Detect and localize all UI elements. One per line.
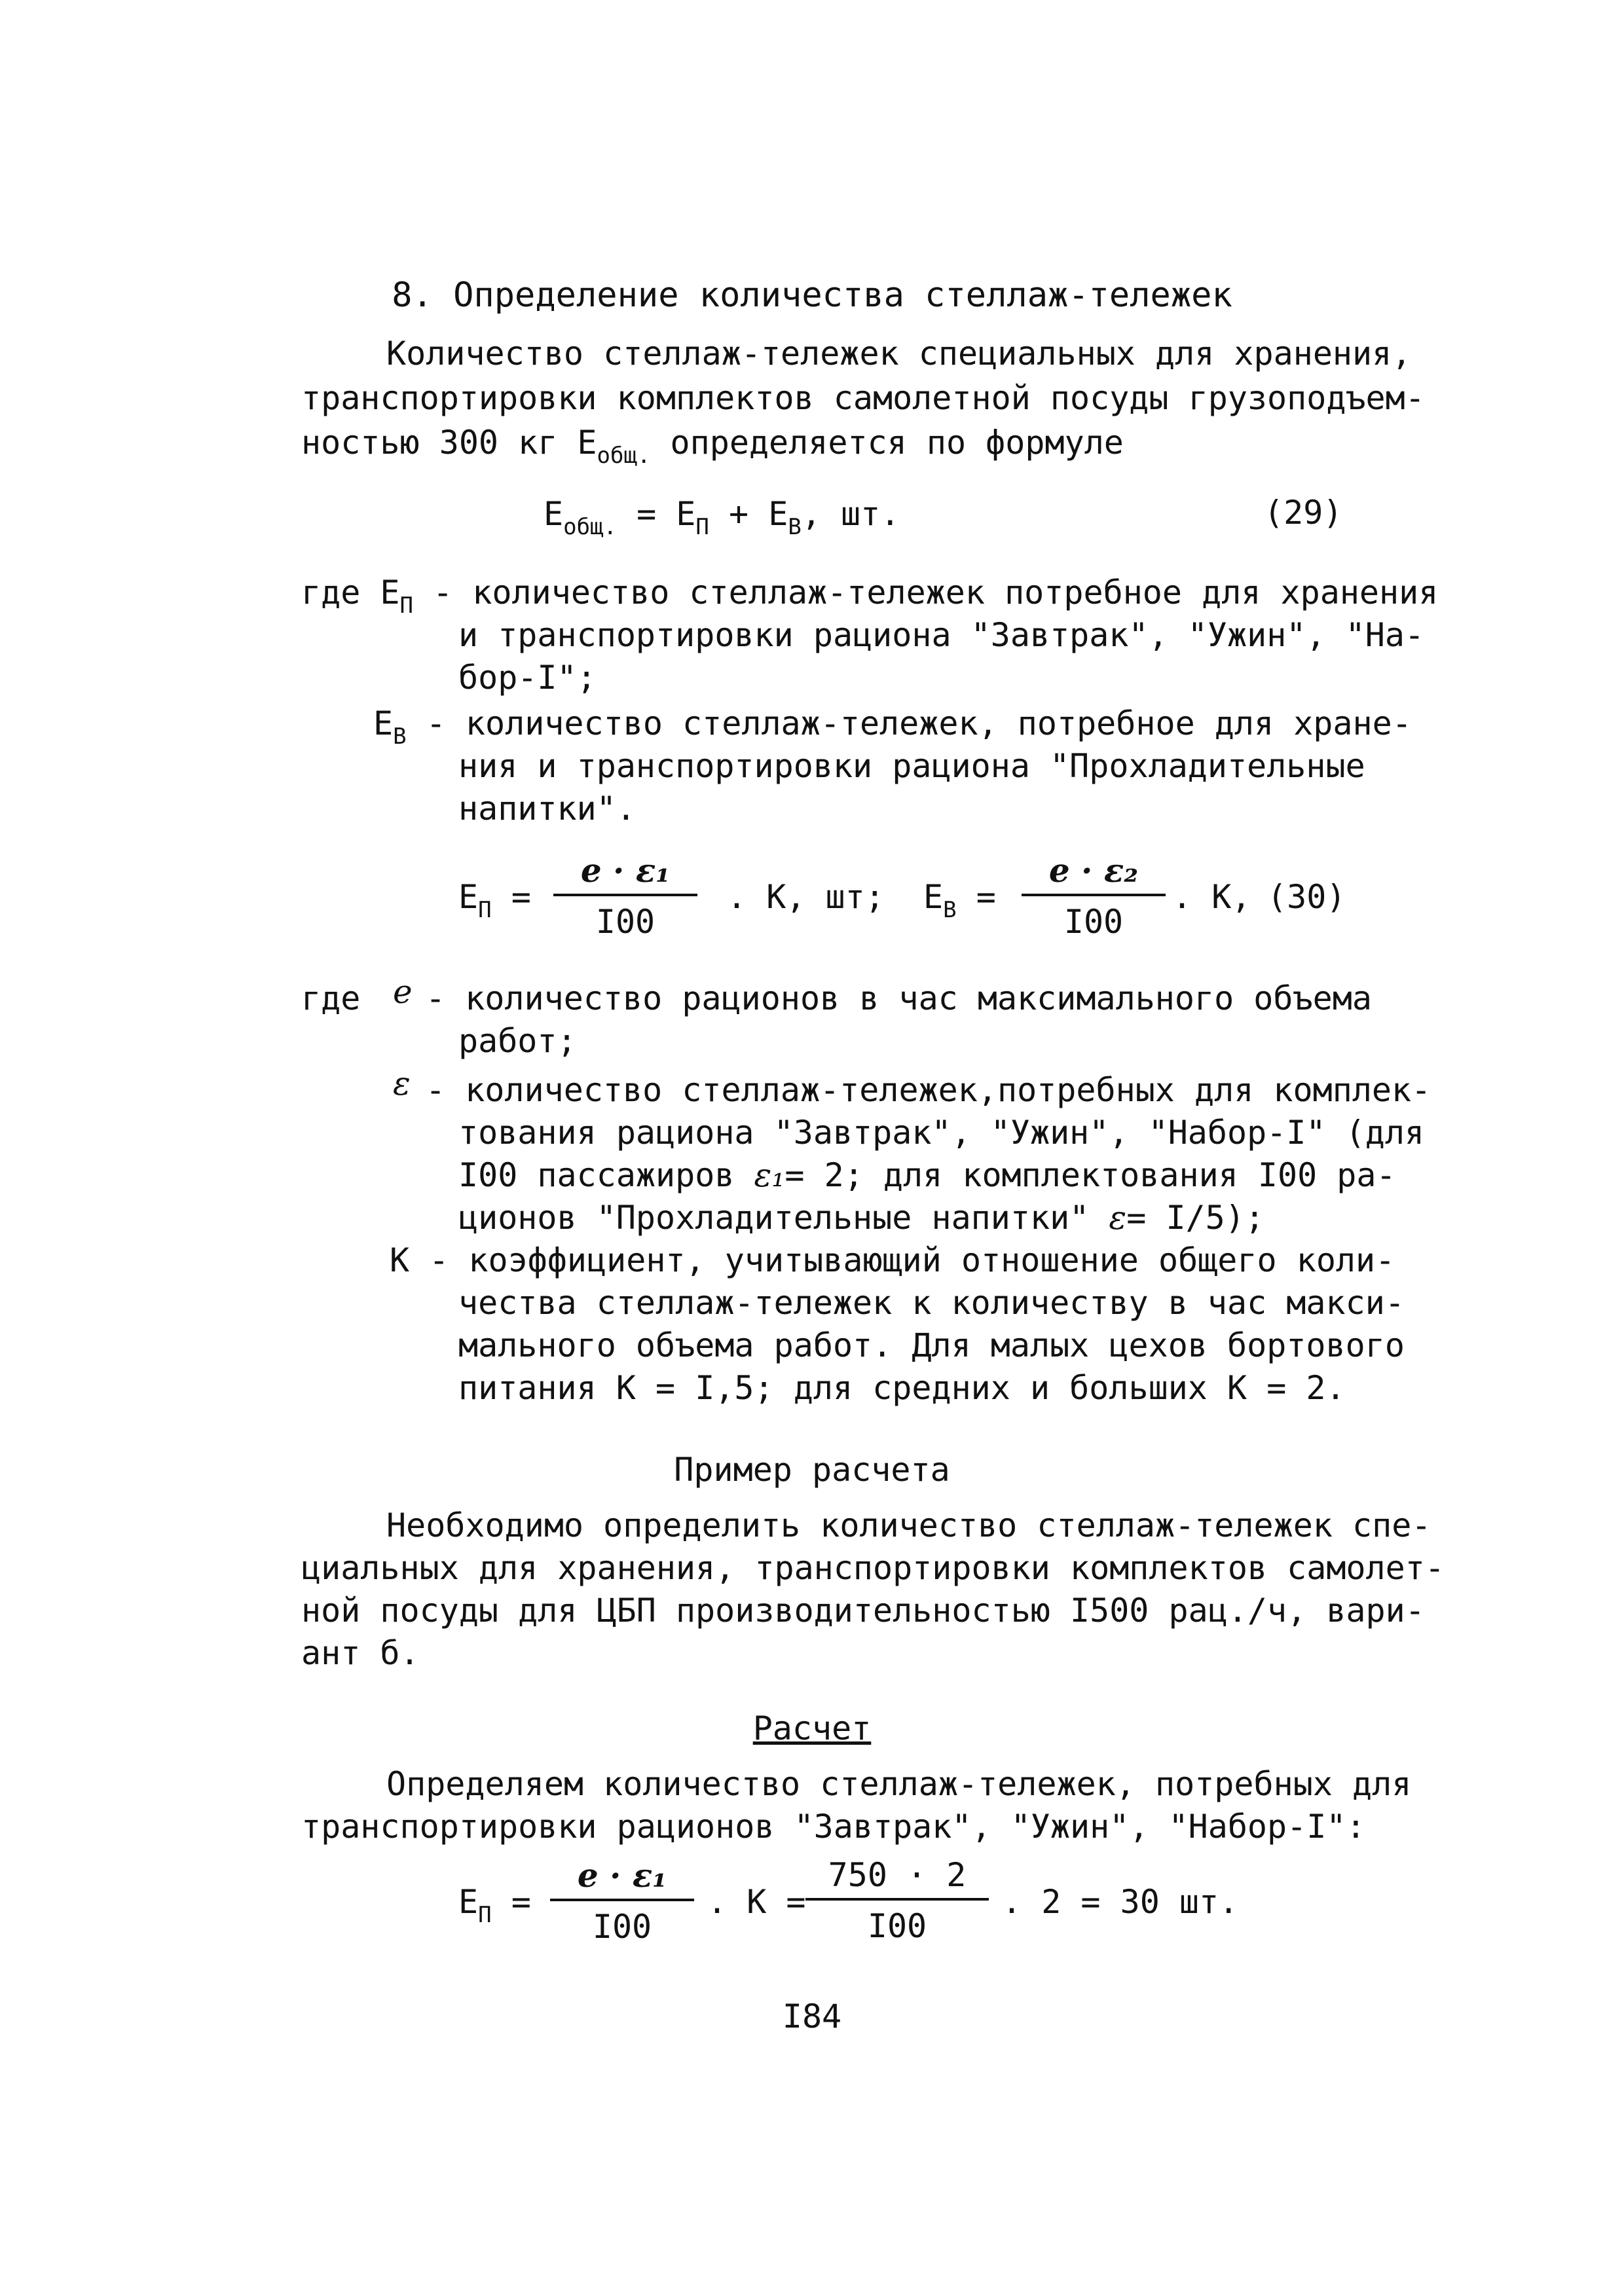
where1-line-3: бор-I";: [458, 659, 597, 697]
final-formula-mid: . К =: [707, 1883, 806, 1921]
where2-eps-symbol: ε: [393, 1065, 411, 1102]
where1-b-line-2: ния и транспортировки рациона "Прохладительные: [458, 747, 1365, 785]
where2-eps-line-3: I00 пассажиров ε₁= 2; для комплектования I00 ра-: [458, 1156, 1396, 1194]
where2-lead: где: [301, 979, 361, 1017]
where2-k-line-2: чества стеллаж-тележек к количеству в час макси-: [458, 1284, 1405, 1322]
where1-b-line-3: напитки".: [458, 790, 636, 828]
where2-k-line-4: питания К = I,5; для средних и больших К = 2.: [458, 1369, 1346, 1407]
intro-line-2: транспортировки комплектов самолетной посуды грузоподъем-: [301, 379, 1425, 417]
where2-k-line-3: мального объема работ. Для малых цехов бортового: [458, 1326, 1405, 1364]
example-line-1: Необходимо определить количество стеллаж-тележек спе-: [386, 1506, 1431, 1544]
section-heading: 8. Определение количества стеллаж-тележек: [392, 276, 1232, 315]
formula-30-fraction-1: $\frac{\text{e · ε₁}}{I00}$: [553, 851, 697, 941]
final-formula-fraction-2: $\frac{750 \cdot 2}{I00}$: [805, 1856, 989, 1945]
example-line-3: ной посуды для ЦБП производительностью I500 рац./ч, вари-: [301, 1592, 1425, 1630]
example-title: Пример расчета: [674, 1451, 950, 1489]
example-line-4: ант б.: [301, 1634, 420, 1672]
where2-e-symbol: e: [393, 973, 413, 1011]
example-line-2: циальных для хранения, транспортировки комплектов самолет-: [301, 1549, 1445, 1587]
final-formula-tail: . 2 = 30 шт.: [1002, 1883, 1239, 1921]
where2-e-line-1: - количество рационов в час максимального объема: [426, 979, 1372, 1017]
page-number: I84: [782, 1997, 842, 2035]
formula-29-number: (29): [1264, 494, 1343, 532]
formula-30-tail-2: . К,: [1172, 878, 1251, 916]
formula-30-fraction-2: $\frac{\text{e · ε₂}}{I00}$: [1022, 851, 1166, 941]
calc-line-2: транспортировки рационов "Завтрак", "Ужин", "Набор-I":: [301, 1808, 1366, 1846]
calc-line-1: Определяем количество стеллаж-тележек, потребных для: [386, 1765, 1412, 1803]
intro-line-3: ностью 300 кг $Е_{общ.}$ определяется по формуле: [301, 424, 1124, 469]
where2-eps-line-1: - количество стеллаж-тележек,потребных для комплек-: [426, 1071, 1431, 1109]
formula-30-lhs-1: $Е_П$ =: [458, 878, 531, 923]
where2-e-line-2: работ;: [458, 1022, 577, 1060]
where2-eps-line-4: ционов "Прохладительные напитки" ε= I/5);: [458, 1199, 1264, 1237]
where1-line-1: где $Е_П$ - количество стеллаж-тележек потребное для хранения: [301, 574, 1439, 619]
where1-line-2: и транспортировки рациона "Завтрак", "Ужин", "На-: [458, 616, 1425, 654]
intro-line-1: Количество стеллаж-тележек специальных для хранения,: [386, 335, 1412, 373]
where2-eps-line-2: тования рациона "Завтрак", "Ужин", "Набор-I" (для: [458, 1114, 1425, 1152]
formula-30-lhs-2: $Е_В$ =: [923, 878, 996, 923]
calc-title: Расчет: [752, 1709, 872, 1747]
formula-29: $Е_{общ.} = Е_П + Е_В$, шт.: [544, 495, 900, 540]
formula-30-number: (30): [1267, 878, 1346, 916]
where1-b-line-1: $Е_В$ - количество стеллаж-тележек, потребное для хране-: [373, 704, 1412, 750]
formula-30-tail-1: . К, шт;: [727, 878, 885, 916]
where2-k-line-1: К - коэффициент, учитывающий отношение общего коли-: [390, 1241, 1395, 1279]
final-formula-lhs: $Е_П$ =: [458, 1883, 531, 1928]
final-formula-fraction-1: $\frac{\text{e · ε₁}}{I00}$: [550, 1856, 694, 1946]
